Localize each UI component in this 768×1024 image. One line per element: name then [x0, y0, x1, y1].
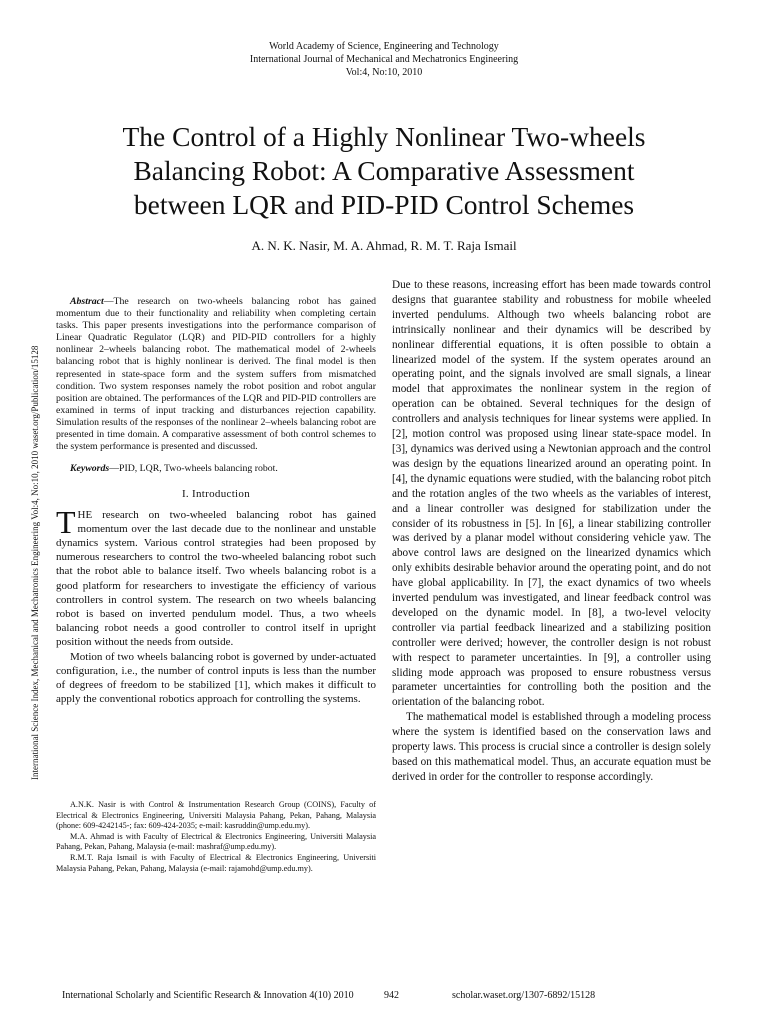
footer-url: scholar.waset.org/1307-6892/15128 — [452, 990, 596, 1001]
abstract-label: Abstract — [70, 296, 104, 307]
section-heading: I. Introduction — [181, 488, 251, 501]
header-line-1: World Academy of Science, Engineering and Technology — [269, 41, 499, 52]
authors: A. N. K. Nasir, M. A. Ahmad, R. M. T. Raja Ismail — [251, 238, 517, 253]
keywords-label: Keywords — [70, 463, 110, 475]
footnote-2: M.A. Ahmad is with Faculty of Electrical & Electronics Engineering, Universiti Malaysia Pahang, Pekan, Pahang, Malaysia (e-mail: mashraf@ump.edu.my). — [56, 831, 376, 852]
abstract-dash: — — [103, 296, 114, 307]
side-citation: International Science Index, Mechanical and Mechatronics Engineering Vol:4, No:10, 2010 waset.org/Publication/15128 — [30, 345, 40, 780]
drop-cap: T — [56, 503, 76, 540]
intro-paragraph-2: Motion of two wheels balancing robot is governed by under-actuated configuration, i.e., the number of control inputs is less than the number of degrees of freedom to be stabilized [1], which makes it difficult to apply the conventional robotics approach for controlling the systems. — [56, 650, 376, 706]
author-footnotes — [56, 800, 376, 874]
left-column — [56, 296, 376, 706]
right-paragraph-1: Due to these reasons, increasing effort has been made towards control designs that guarantee stability and robustness for mobile wheeled inverted pendulums. Although two wheels balancing robot are intrinsically nonlinear and their dynamics will be described by nonlinear differential equations, it is often possible to obtain a linearized model of the system. If the system operates around an operating point, and the signals involved are small signals, a linear model that approximates the nonlinear system in the region of operation can be obtained. Several techniques for the design of controllers and analysis techniques for linear systems were applied. In [2], motion control was proposed using linear state-space model. In [3], dynamics was derived using a Newtonian approach and the control was design by the equations linearized around an operating point. In [4], the dynamic equations were studied, with the balancing robot pitch and the rotation angles of the two wheels as the variables of interest, and a linear controller was designed for stabilization under the consider of its robustness in [5]. In [6], a linear stabilizing controller was derived by a planar model without considering vehicle yaw. The above control laws are designed on the linearized dynamics which only exhibits desirable behavior around the operating point, and do not have global applicability. In [7], the exact dynamics of two wheels inverted pendulum was investigated, and linear feedback control was developed on the dynamic model. In [8], a two-level velocity controller via partial feedback linearized and a stabilizing position controller were derived; however, the controller design is not robust with respect to parameter uncertainties. In [9], a controller using sliding mode approach was proposed to ensure robustness versus parameter uncertainties for controlling both the position and the orientation of the balancing robot. — [392, 279, 711, 709]
paper-title — [60, 120, 708, 222]
journal-header — [0, 40, 768, 79]
title-line-2: Balancing Robot: A Comparative Assessment — [133, 155, 635, 186]
header-line-2: International Journal of Mechanical and Mechatronics Engineering — [249, 54, 519, 65]
footnote-1: A.N.K. Nasir is with Control & Instrumentation Research Group (COINS), Faculty of Electrical & Electronics Engineering, Universiti Malaysia Pahang, Pekan, Pahang, Malaysia (phone: 609-4242145-; fax: 609-424-2035; e-mail: kasruddin@ump.edu.my). — [56, 800, 376, 831]
intro-paragraph-1-text: HE research on two-wheeled balancing robot has gained momentum over the last decade due to the nonlinear and unstable dynamics system. Various control strategies had been proposed by numerous researchers to control the two-wheeled balancing robot such that the robot able to balance itself. Two wheels balancing robot is a good platform for researchers to investigate the efficiency of various controllers in control system. The research on two wheels balancing robot is based on inverted pendulum model. Thus, a two wheels balancing robot needs a good controller to control itself in upright position without the needs from outside. — [56, 508, 376, 649]
title-line-3: between LQR and PID-PID Control Schemes — [133, 189, 635, 220]
header-line-3: Vol:4, No:10, 2010 — [345, 67, 423, 78]
right-column — [392, 278, 711, 785]
intro-paragraph-1 — [56, 503, 376, 650]
right-paragraph-2: The mathematical model is established through a modeling process where the system is identified based on the conservation laws and property laws. This process is crucial since a controller is design solely based on this mathematical model. Thus, an accurate equation must be derived in order for the controller to response accordingly. — [392, 711, 711, 783]
page-number: 942 — [384, 990, 399, 1001]
abstract — [56, 296, 376, 453]
keywords-dash: — — [109, 463, 119, 475]
abstract-text: The research on two-wheels balancing robot has gained momentum due to their functionality and reliability when completing certain tasks. This paper presents investigations into the performance comparison of Linear Quadratic Regulator (LQR) and PID-PID controllers for a highly nonlinear 2–wheels balancing robot. The mathematical model of 2-wheels balancing robot that is highly nonlinear is derived. The final model is then represented in state-space form and the system suffers from mismatched condition. Two system responses namely the robot position and robot angular position are obtained. The performances of the LQR and PID-PID controllers are examined in terms of input tracking and disturbances rejection capability. Simulation results of the responses of the nonlinear 2–wheels balancing robot are presented in time domain. A comparative assessment of both control schemes to the system performance is presented and discussed. — [56, 296, 376, 453]
keywords — [56, 463, 376, 475]
title-line-1: The Control of a Highly Nonlinear Two-wheels — [122, 121, 646, 152]
footnote-3: R.M.T. Raja Ismail is with Faculty of Electrical & Electronics Engineering, Universiti Malaysia Pahang, Pekan, Pahang, Malaysia (e-mail: rajamohd@ump.edu.my). — [56, 852, 376, 873]
footer-publisher: International Scholarly and Scientific Research & Innovation 4(10) 2010 — [62, 990, 354, 1001]
keywords-text: PID, LQR, Two-wheels balancing robot. — [119, 463, 278, 475]
